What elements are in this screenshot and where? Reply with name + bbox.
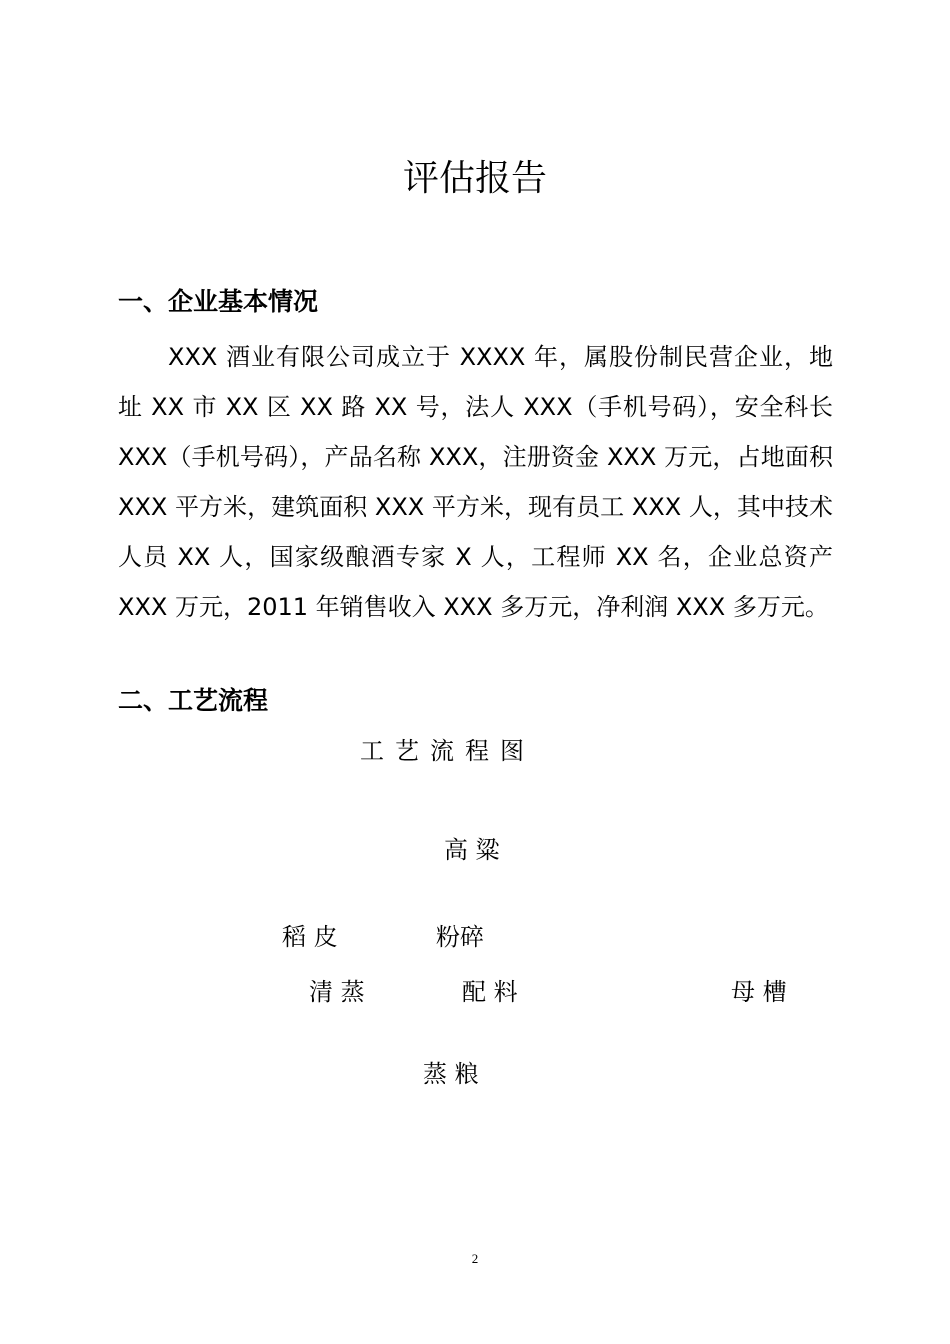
page-title: 评估报告 xyxy=(402,158,547,199)
flow-node-zhengliang: 蒸 粮 xyxy=(423,1060,479,1088)
flow-node-daopi: 稻 皮 xyxy=(282,923,338,951)
flow-node-gaoliang: 高 粱 xyxy=(444,836,500,864)
flow-node-fensui: 粉碎 xyxy=(436,923,484,951)
flow-node-peiliao: 配 料 xyxy=(462,978,518,1006)
section-heading-company-info: 一、企业基本情况 xyxy=(118,287,319,316)
page-number: 2 xyxy=(471,1251,479,1266)
section-heading-process-flow: 二、工艺流程 xyxy=(118,686,269,715)
flow-node-mucao: 母 槽 xyxy=(731,978,787,1006)
flow-node-qingzheng: 清 蒸 xyxy=(309,978,365,1006)
flow-chart-title: 工艺流程图 xyxy=(360,737,535,765)
company-info-paragraph: XXX 酒业有限公司成立于 XXXX 年，属股份制民营企业，地址 XX 市 XX 区 XX 路 XX 号，法人 XXX（手机号码），安全科长 XXX（手机号码），产品名称 XXX，注册资金 XXX 万元，占地面积 XXX 平方米，建筑面积 XXX 平方米，现有员工 XXX 人，其中技术人员 XX 人，国家级酿酒专家 X 人，工程师 XX 名，企业总资产 XXX 万元，2011 年销售收入 XXX 多万元，净利润 XXX 多万元。 xyxy=(118,343,833,621)
